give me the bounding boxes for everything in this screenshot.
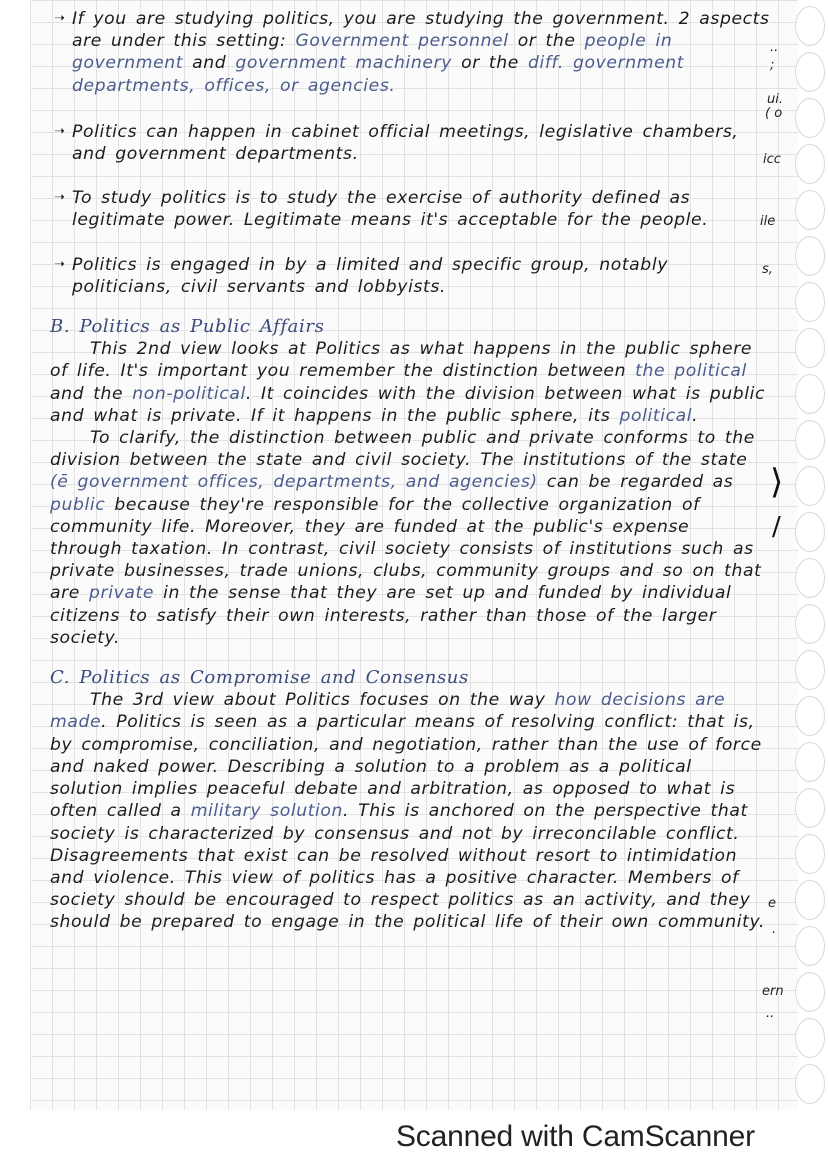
highlighted-term: military solution [190,801,344,822]
punch-hole [795,282,825,322]
text-run: or the [508,31,585,52]
margin-bleed-mark: ui. [767,92,783,107]
notes-content [50,8,770,950]
punch-hole [795,6,825,46]
margin-bleed-mark: e [768,896,776,911]
punch-hole [795,926,825,966]
punch-hole [795,466,825,506]
section-b [50,316,770,649]
margin-bracket-close: / [772,512,781,542]
margin-bleed-mark: . [772,922,777,937]
highlighted-term: diff. government departments, offices, or agencies. [72,53,685,96]
margin-bleed-mark: ile [760,214,776,229]
bullet-item-2 [50,121,770,165]
punch-hole [795,558,825,598]
section-c [50,667,770,933]
text-run: or the [452,53,528,74]
text-run: To study politics is to study the exercise of authority defined as legitimate power. Legitimate means it's acceptable for the people. [72,188,709,231]
margin-bleed-mark: ( o [765,106,783,121]
highlighted-term: non-political [132,383,246,404]
section-c-paragraph-1 [50,689,770,933]
punch-hole [795,1018,825,1058]
punch-hole [795,604,825,644]
punch-hole [795,696,825,736]
bullet-text [72,9,770,96]
text-run: in the sense that they are set up and funded by individual citizens to satisfy their own interests, rather than those of the larger society. [50,583,732,648]
margin-bracket-open: ⟩ [770,462,784,502]
punch-hole [795,742,825,782]
text-run: . It coincides with the division between what is public and what is private. If it happens in the public sphere, its [50,383,766,426]
text-run: If you are studying politics, you are studying the government. 2 aspects are under this setting: [72,9,770,52]
highlighted-term: (ē government offices, departments, and agencies) [50,472,538,493]
section-b-paragraph-2 [50,427,770,649]
margin-bleed-mark: .. [766,1006,775,1021]
bullet-text [72,255,668,297]
punch-hole [795,834,825,874]
punch-hole [795,328,825,368]
highlighted-term: political [619,405,693,426]
punch-hole [795,880,825,920]
arrow-bullet-icon: ➝ [54,11,66,26]
margin-bleed-mark: icc [763,152,781,167]
bullet-item-3 [50,187,770,231]
punch-hole [795,374,825,414]
punch-hole [795,190,825,230]
bullet-text [72,122,738,164]
camscanner-watermark: Scanned with CamScanner [396,1120,755,1153]
margin-bleed-mark: ern [762,984,784,999]
margin-bleed-mark: s, [762,262,773,277]
highlighted-term: government machinery [235,53,453,74]
text-run: Politics can happen in cabinet official meetings, legislative chambers, and government departments. [72,121,739,165]
text-run: To clarify, the distinction between public and private conforms to the division between the state and civil society. The institutions of the state [50,428,755,471]
punch-hole [795,1064,825,1104]
text-run: The 3rd view about Politics focuses on the way [90,690,555,711]
punch-hole [795,98,825,138]
section-c-heading: C. Politics as Compromise and Consensus [50,667,469,689]
section-b-paragraph-1 [50,338,770,427]
text-run: This 2nd view looks at Politics as what happens in the public sphere of life. It's important you remember the distinction between [50,339,753,382]
highlighted-term: private [89,583,155,604]
arrow-bullet-icon: ➝ [54,123,66,139]
highlighted-term: how decisions are made [50,690,726,733]
punch-hole [795,236,825,276]
punch-hole [795,52,825,92]
highlighted-term: the political [635,361,747,382]
margin-bleed-mark: .. [770,40,779,55]
bullet-item-4 [50,254,770,298]
punch-hole [795,788,825,828]
highlighted-term: public [50,494,106,515]
text-run: . Politics is seen as a particular means of resolving conflict: that is, by compromise, conciliation, and negotiation, rather than the use of force and naked power. Describing a solution to a problem as a political solution implies peaceful debate and arbitration, as opposed to what is often called a [50,712,762,822]
punch-hole [795,420,825,460]
punch-hole [795,512,825,552]
highlighted-term: people in government [72,31,673,74]
highlighted-term: Government personnel [295,31,509,52]
text-run: . [692,405,699,426]
text-run: Politics is engaged in by a limited and specific group, notably politicians, civil servants and lobbyists. [72,254,668,297]
bullet-item-1 [50,8,770,97]
text-run: can be regarded as [537,472,734,493]
arrow-bullet-icon: ➝ [54,256,66,272]
section-b-heading: B. Politics as Public Affairs [50,316,325,338]
arrow-bullet-icon: ➝ [54,190,66,206]
text-run: and [183,53,236,74]
text-run: because they're responsible for the collective organization of community life. Moreover, they are funded at the public's expense through taxation. In contrast, civil society consists of institutions such as private businesses, trade unions, clubs, community groups and so on that are [50,494,762,604]
punch-hole [795,972,825,1012]
punch-holes [795,0,825,1110]
punch-hole [795,650,825,690]
text-run: and the [50,383,133,404]
bullet-text [72,188,708,230]
punch-hole [795,144,825,184]
margin-bleed-mark: ; [770,58,775,73]
text-run: . This is anchored on the perspective that society is characterized by consensus and not by irreconcilable conflict. Disagreements that exist can be resolved without resort to intimidation and violence. This view of politics has a positive character. Members of society should be encouraged to respect politics as an activity, and they should be prepared to engage in the political life of their own community. [50,801,766,933]
